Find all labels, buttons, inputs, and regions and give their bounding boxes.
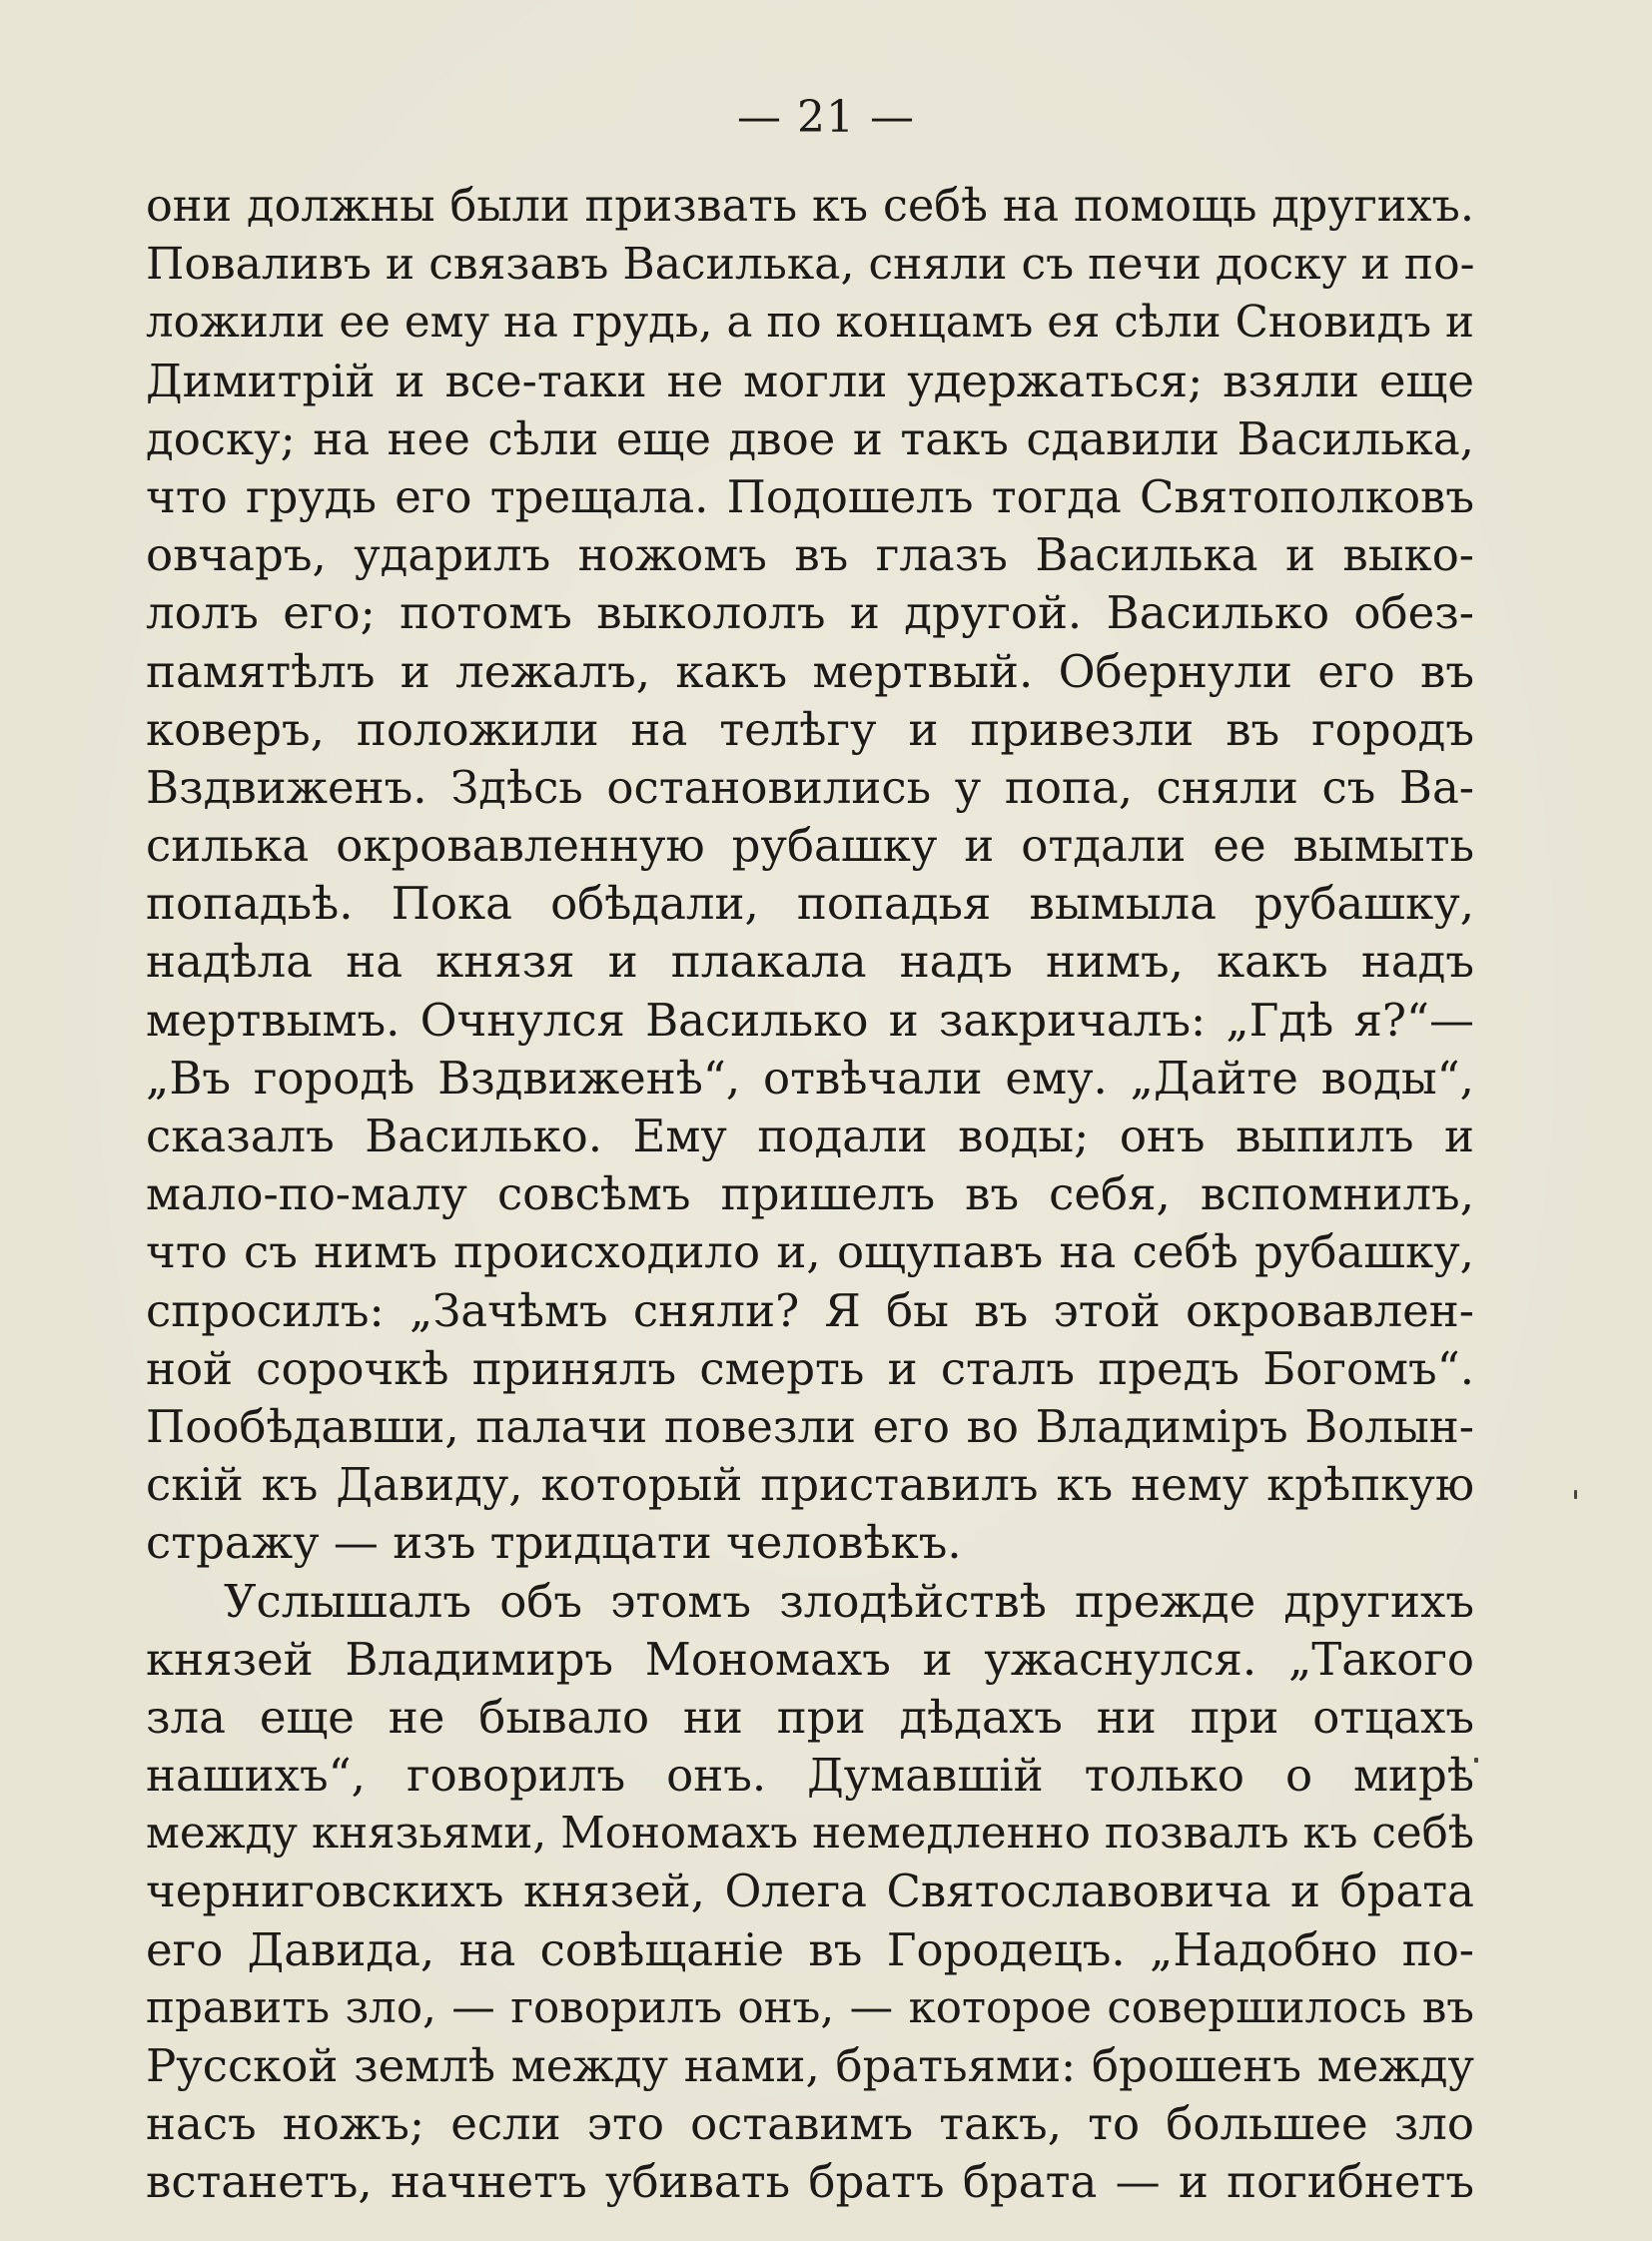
text-line: мало-по-малу совсѣмъ пришелъ въ себя, вспомнилъ, (146, 1167, 1474, 1221)
paragraph-start-line: Услышалъ объ этомъ злодѣйствѣ прежде другихъ (224, 1574, 1474, 1628)
text-line: встанетъ, начнетъ убивать братъ брата — и погибнетъ (146, 2155, 1474, 2209)
text-line: править зло, — говорилъ онъ, — которое совершилось въ (146, 1982, 1474, 2033)
text-line: Русской землѣ между нами, братьями: брошенъ между (146, 2039, 1474, 2092)
text-line: доску; на нее сѣли еще двое и такъ сдавили Василька, (146, 411, 1474, 465)
text-line: что съ нимъ происходило и, ощупавъ на себѣ рубашку, (146, 1225, 1474, 1279)
text-line: что грудь его трещала. Подошелъ тогда Святополковъ (146, 469, 1474, 523)
text-line: зла еще не бывало ни при дѣдахъ ни при отцахъ (146, 1690, 1474, 1744)
text-line: они должны были призвать къ себѣ на помощь другихъ. (146, 181, 1474, 232)
text-line: князей Владимиръ Мономахъ и ужаснулся. „Такого (146, 1632, 1474, 1686)
text-line: мертвымъ. Очнулся Василько и закричалъ: „Гдѣ я?“— (146, 993, 1474, 1047)
text-line: надѣла на князя и плакала надъ нимъ, какъ надъ (146, 935, 1474, 989)
paper-speck (1574, 1490, 1577, 1499)
text-line: сказалъ Василько. Ему подали воды; онъ выпилъ и (146, 1110, 1474, 1162)
text-body (146, 178, 1474, 2212)
text-line: Димитрій и все-таки не могли удержаться; взяли еще (146, 354, 1474, 407)
page-number: — 21 — (737, 92, 915, 143)
text-line: коверъ, положили на телѣгу и привезли въ городъ (146, 702, 1474, 756)
text-line: ложили ее ему на грудь, а по концамъ ея сѣли Сновидъ и (146, 298, 1474, 349)
text-line: „Въ городѣ Вздвиженѣ“, отвѣчали ему. „Дайте воды“, (146, 1051, 1474, 1105)
text-line: лолъ его; потомъ выкололъ и другой. Василько обез- (146, 586, 1474, 640)
text-line: черниговскихъ князей, Олега Святославовича и брата (146, 1865, 1474, 1918)
text-line: Пообѣдавши, палачи повезли его во Владиміръ Волын- (146, 1399, 1474, 1453)
text-line: Вздвиженъ. Здѣсь остановились у попа, сняли съ Ва- (146, 760, 1474, 814)
text-line: скій къ Давиду, который приставилъ къ нему крѣпкую (146, 1458, 1474, 1512)
text-line: ной сорочкѣ принялъ смерть и сталъ предъ Богомъ“. (146, 1341, 1474, 1395)
text-line: нашихъ“, говорилъ онъ. Думавшій только о мирѣ (146, 1749, 1474, 1803)
text-line: попадьѣ. Пока обѣдали, попадья вымыла рубашку, (146, 877, 1474, 931)
text-line: силька окровавленную рубашку и отдали ее вымыть (146, 819, 1474, 873)
paragraph-end-line: стражу — изъ тридцати человѣкъ. (146, 1516, 962, 1570)
text-line: насъ ножъ; если это оставимъ такъ, то большее зло (146, 2097, 1474, 2151)
text-line: памятѣлъ и лежалъ, какъ мертвый. Обернули его въ (146, 644, 1474, 698)
paper-speck (1474, 1758, 1478, 1763)
text-line: его Давида, на совѣщаніе въ Городецъ. „Надобно по- (146, 1922, 1474, 1976)
text-line: Поваливъ и связавъ Василька, сняли съ печи доску и по- (146, 239, 1474, 291)
text-line: овчаръ, ударилъ ножомъ въ глазъ Василька и выко- (146, 528, 1474, 582)
text-line: между князьями, Мономахъ немедленно позвалъ къ себѣ (146, 1809, 1474, 1860)
text-line: спросилъ: „Зачѣмъ сняли? Я бы въ этой окровавлен- (146, 1283, 1474, 1337)
